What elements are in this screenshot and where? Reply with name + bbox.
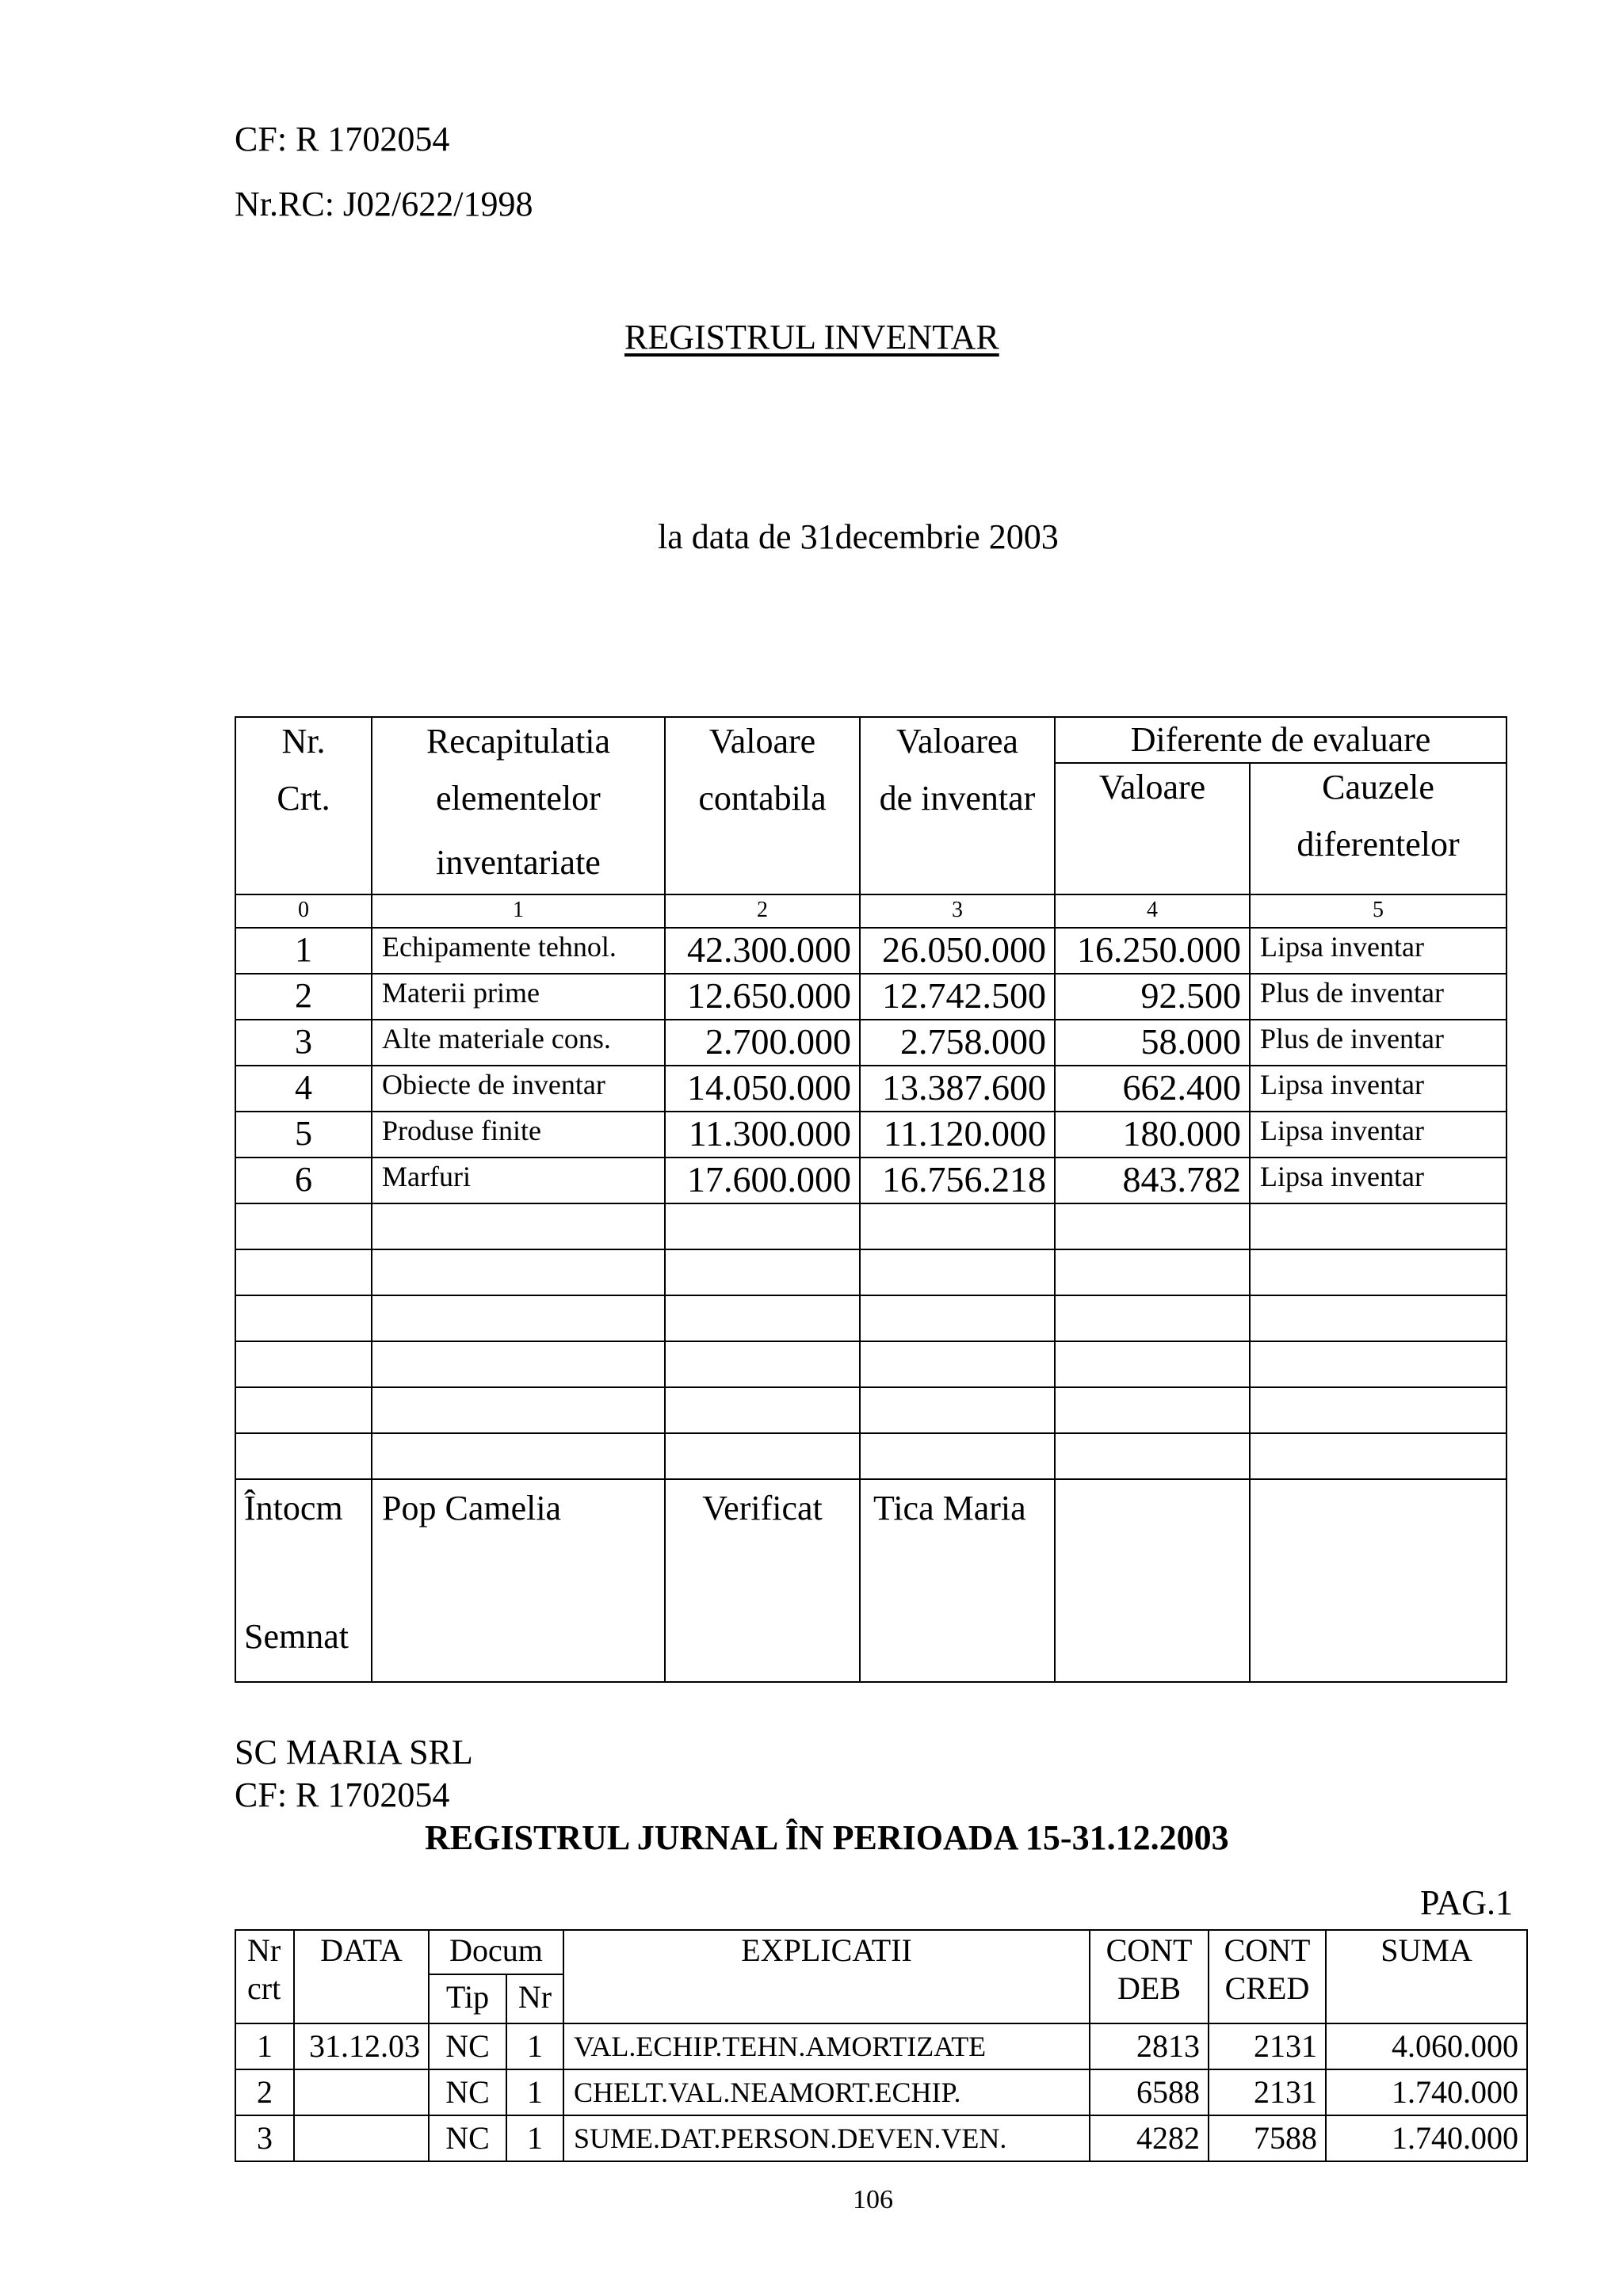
fiscal-code: CF: R 1702054 xyxy=(235,120,450,158)
journal-table xyxy=(235,1929,1528,2162)
header-data: DATA xyxy=(294,1930,429,2023)
row-explicatii: VAL.ECHIP.TEHN.AMORTIZATE xyxy=(563,2023,1090,2069)
header-recap: Recapitulatia elementelor inventariate xyxy=(372,717,665,894)
row-contabila: 42.300.000 xyxy=(665,928,860,974)
table-row xyxy=(235,2023,1527,2069)
col-index: 4 xyxy=(1055,894,1250,928)
row-inventar: 26.050.000 xyxy=(860,928,1055,974)
table-row xyxy=(235,2115,1527,2161)
company-name: SC MARIA SRL xyxy=(235,1733,473,1772)
row-deb: 4282 xyxy=(1090,2115,1209,2161)
row-inventar: 2.758.000 xyxy=(860,1020,1055,1066)
empty-row xyxy=(235,1387,1507,1433)
row-tip: NC xyxy=(429,2023,506,2069)
table-row xyxy=(235,1112,1507,1158)
row-diferenta: 58.000 xyxy=(1055,1020,1250,1066)
row-data: 31.12.03 xyxy=(294,2023,429,2069)
row-tip: NC xyxy=(429,2069,506,2115)
row-inventar: 16.756.218 xyxy=(860,1158,1055,1203)
row-diferenta: 180.000 xyxy=(1055,1112,1250,1158)
page-label: PAG.1 xyxy=(1420,1883,1513,1922)
row-diferenta: 843.782 xyxy=(1055,1158,1250,1203)
row-cauza: Plus de inventar xyxy=(1250,1020,1507,1066)
row-nr: 6 xyxy=(235,1158,372,1203)
row-inventar: 13.387.600 xyxy=(860,1066,1055,1112)
table-row xyxy=(235,1066,1507,1112)
empty-row xyxy=(235,1341,1507,1387)
table-row xyxy=(235,1020,1507,1066)
row-cauza: Plus de inventar xyxy=(1250,974,1507,1020)
row-inventar: 12.742.500 xyxy=(860,974,1055,1020)
row-nr: 5 xyxy=(235,1112,372,1158)
row-nr: 1 xyxy=(235,928,372,974)
col-index: 3 xyxy=(860,894,1055,928)
row-contabila: 17.600.000 xyxy=(665,1158,860,1203)
row-suma: 1.740.000 xyxy=(1326,2069,1527,2115)
row-nr: 3 xyxy=(235,2115,294,2161)
header-suma: SUMA xyxy=(1326,1930,1527,2023)
row-deb: 6588 xyxy=(1090,2069,1209,2115)
col-index: 0 xyxy=(235,894,372,928)
registry-number: Nr.RC: J02/622/1998 xyxy=(235,185,533,223)
row-explicatii: CHELT.VAL.NEAMORT.ECHIP. xyxy=(563,2069,1090,2115)
row-nr: 2 xyxy=(235,2069,294,2115)
row-cred: 2131 xyxy=(1209,2023,1326,2069)
verificat-label: Verificat xyxy=(665,1479,860,1682)
header-cauze: Cauzele diferentelor xyxy=(1250,763,1507,894)
row-cred: 7588 xyxy=(1209,2115,1326,2161)
table-row xyxy=(235,928,1507,974)
row-cauza: Lipsa inventar xyxy=(1250,1066,1507,1112)
empty-row xyxy=(235,1433,1507,1479)
row-explicatii: SUME.DAT.PERSON.DEVEN.VEN. xyxy=(563,2115,1090,2161)
table-row xyxy=(235,1158,1507,1203)
row-contabila: 12.650.000 xyxy=(665,974,860,1020)
row-nr: 2 xyxy=(235,974,372,1020)
row-diferenta: 92.500 xyxy=(1055,974,1250,1020)
row-diferenta: 662.400 xyxy=(1055,1066,1250,1112)
signature-row xyxy=(235,1479,1507,1682)
row-tip: NC xyxy=(429,2115,506,2161)
row-cred: 2131 xyxy=(1209,2069,1326,2115)
empty-row xyxy=(235,1249,1507,1295)
row-doc-nr: 1 xyxy=(506,2023,563,2069)
intocmit-label: Întocm xyxy=(244,1489,343,1527)
header-tip: Tip xyxy=(429,1974,506,2023)
row-element: Obiecte de inventar xyxy=(372,1066,665,1112)
empty-row xyxy=(235,1295,1507,1341)
row-data xyxy=(294,2069,429,2115)
row-deb: 2813 xyxy=(1090,2023,1209,2069)
row-doc-nr: 1 xyxy=(506,2115,563,2161)
row-cauza: Lipsa inventar xyxy=(1250,1158,1507,1203)
header-valoare-contabila: Valoare contabila xyxy=(665,717,860,894)
header-explicatii: EXPLICATII xyxy=(563,1930,1090,2023)
table-row xyxy=(235,974,1507,1020)
row-suma: 4.060.000 xyxy=(1326,2023,1527,2069)
col-index: 5 xyxy=(1250,894,1507,928)
row-element: Produse finite xyxy=(372,1112,665,1158)
page-number: 106 xyxy=(853,2185,893,2214)
inventory-date: la data de 31decembrie 2003 xyxy=(658,517,1059,556)
journal-title: REGISTRUL JURNAL ÎN PERIOADA 15-31.12.2003 xyxy=(425,1818,1229,1857)
row-element: Marfuri xyxy=(372,1158,665,1203)
header-valoare-inventar: Valoarea de inventar xyxy=(860,717,1055,894)
row-nr: 1 xyxy=(235,2023,294,2069)
col-index: 2 xyxy=(665,894,860,928)
col-index: 1 xyxy=(372,894,665,928)
signature-labels xyxy=(235,1479,372,1682)
header-cont-cred: CONT CRED xyxy=(1209,1930,1326,2023)
row-cauza: Lipsa inventar xyxy=(1250,1112,1507,1158)
header-diferente: Diferente de evaluare xyxy=(1055,717,1507,763)
header-docum: Docum xyxy=(429,1930,563,1974)
row-data xyxy=(294,2115,429,2161)
inventory-title: REGISTRUL INVENTAR xyxy=(624,318,999,357)
row-cauza: Lipsa inventar xyxy=(1250,928,1507,974)
header-nr: Nr. Crt. xyxy=(235,717,372,894)
intocmit-name: Pop Camelia xyxy=(372,1479,665,1682)
header-doc-nr: Nr xyxy=(506,1974,563,2023)
row-contabila: 14.050.000 xyxy=(665,1066,860,1112)
header-cont-deb: CONT DEB xyxy=(1090,1930,1209,2023)
header-nr-crt: Nr crt xyxy=(235,1930,294,2023)
row-suma: 1.740.000 xyxy=(1326,2115,1527,2161)
table-row xyxy=(235,2069,1527,2115)
inventory-table xyxy=(235,716,1507,1683)
row-element: Alte materiale cons. xyxy=(372,1020,665,1066)
row-doc-nr: 1 xyxy=(506,2069,563,2115)
row-diferenta: 16.250.000 xyxy=(1055,928,1250,974)
empty-row xyxy=(235,1203,1507,1249)
row-nr: 4 xyxy=(235,1066,372,1112)
semnat-label: Semnat xyxy=(244,1617,349,1656)
row-element: Materii prime xyxy=(372,974,665,1020)
row-contabila: 2.700.000 xyxy=(665,1020,860,1066)
verificat-name: Tica Maria xyxy=(860,1479,1055,1682)
journal-fiscal-code: CF: R 1702054 xyxy=(235,1775,450,1814)
row-inventar: 11.120.000 xyxy=(860,1112,1055,1158)
row-contabila: 11.300.000 xyxy=(665,1112,860,1158)
row-nr: 3 xyxy=(235,1020,372,1066)
header-dif-valoare: Valoare xyxy=(1055,763,1250,894)
row-element: Echipamente tehnol. xyxy=(372,928,665,974)
